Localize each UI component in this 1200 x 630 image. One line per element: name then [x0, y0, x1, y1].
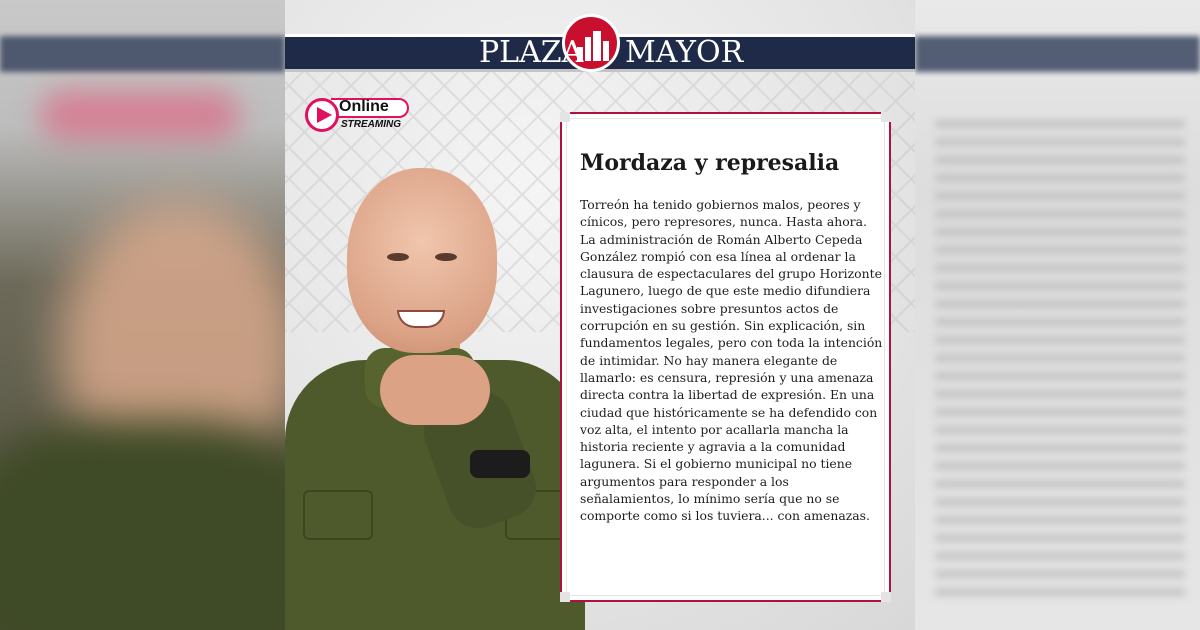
- shirt-pocket: [303, 490, 373, 540]
- logo-text-right: MAYOR: [625, 35, 744, 70]
- portrait-photo: [285, 160, 585, 630]
- online-streaming-badge[interactable]: [305, 96, 415, 136]
- logo-text-left: PLAZA: [479, 35, 584, 70]
- blurred-background-left: [0, 0, 285, 630]
- hand: [380, 355, 490, 425]
- article-body: Torreón ha tenido gobiernos malos, peores y cínicos, pero represores, nunca. Hasta ahora. La administración de Román Alberto Cepeda González rompió con esa línea al ordenar la clausura de espectaculares del grupo Horizonte Lagunero, luego de que este medio difundiera investigaciones sobre presuntos actos de corrupción en su gestión. Sin explicación, sin fundamentos legales, pero con toda la intención de intimidar. No hay manera elegante de llamarlo: es censura, represión y una amenaza directa contra la libertad de expresión. En una ciudad que históricamente se ha defendido con voz alta, el intento por acallarla mancha la historia reciente y agravia a la comunidad lagunera. Si el gobierno municipal no tiene argumentos para responder a los señalamientos, lo mínimo sería que no se comporte como si los tuviera... con amenazas.: [580, 197, 883, 524]
- news-card: [285, 0, 915, 630]
- blurred-shirt: [0, 420, 285, 630]
- blurred-masthead-band: [915, 36, 1200, 72]
- play-icon: [305, 98, 339, 132]
- badge-streaming-label: STREAMING: [341, 119, 401, 130]
- wristwatch: [470, 450, 530, 478]
- badge-online-label: Online: [339, 98, 389, 115]
- blurred-masthead-band: [0, 36, 285, 72]
- article-panel: [560, 112, 891, 602]
- blurred-background-right: [915, 0, 1200, 630]
- blurred-text: [935, 120, 1185, 600]
- eye: [387, 253, 409, 261]
- article-headline: Mordaza y represalia: [580, 150, 840, 176]
- eye: [435, 253, 457, 261]
- blurred-badge: [40, 90, 240, 140]
